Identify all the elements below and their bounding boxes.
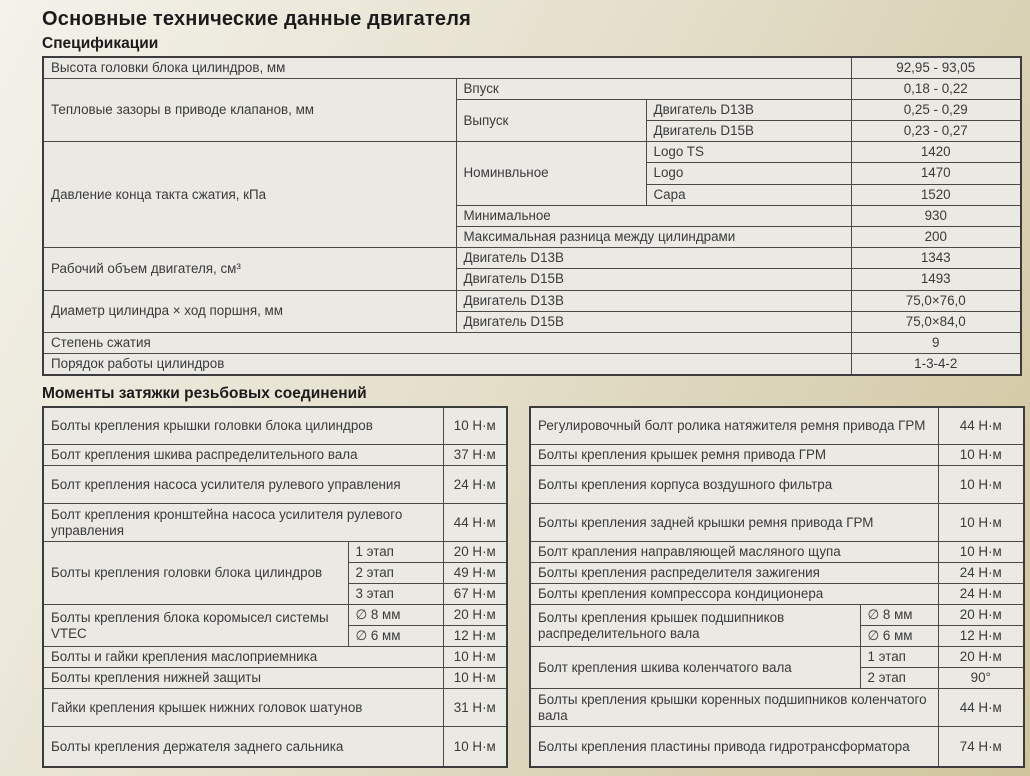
spec-valve-exhaust-d15b-value: 0,23 - 0,27 xyxy=(851,121,1021,142)
spec-firing-order-label: Порядок работы цилиндров xyxy=(43,354,851,375)
torque-stage-cell: 1 этап xyxy=(860,647,938,668)
spec-compression-capa-value: 1520 xyxy=(851,184,1021,205)
spec-displacement-d13b-value: 1343 xyxy=(851,248,1021,269)
torque-label-cell: Болт крепления шкива распределительного вала xyxy=(43,445,443,466)
spec-compression-nominal-label: Номинвльное xyxy=(456,142,646,206)
torque-stage-cell: 3 этап xyxy=(348,584,443,605)
spec-heading: Спецификации xyxy=(42,35,159,52)
torque-label-cell: Болты крепления крышек подшипников распределительного вала xyxy=(530,605,860,647)
torque-value-cell: 44 Н·м xyxy=(938,407,1024,445)
spec-firing-order-value: 1-3-4-2 xyxy=(851,354,1021,375)
torque-value-cell: 24 Н·м xyxy=(443,466,507,504)
spec-compression-logo-label: Logo xyxy=(646,163,851,184)
table-row xyxy=(530,584,1024,605)
torque-value-cell: 10 Н·м xyxy=(938,504,1024,542)
spec-compression-maxdiff-label: Максимальная разница между цилиндрами xyxy=(456,227,851,248)
spec-borestroke-d15b-value: 75,0×84,0 xyxy=(851,311,1021,332)
table-row xyxy=(530,647,1024,668)
spec-compression-logots-label: Logo TS xyxy=(646,142,851,163)
table-row xyxy=(43,354,1021,375)
torque-stage-cell: 1 этап xyxy=(348,542,443,563)
torque-value-cell: 12 Н·м xyxy=(938,626,1024,647)
torque-label-cell: Болты крепления распределителя зажигения xyxy=(530,563,938,584)
spec-ratio-label: Степень сжатия xyxy=(43,332,851,353)
table-row xyxy=(530,605,1024,626)
spec-ratio-value: 9 xyxy=(851,332,1021,353)
torque-value-cell: 10 Н·м xyxy=(938,445,1024,466)
torque-label-cell: Болты крепления держателя заднего сальника xyxy=(43,727,443,767)
torque-value-cell: 10 Н·м xyxy=(443,647,507,668)
spec-compression-logo-value: 1470 xyxy=(851,163,1021,184)
table-row xyxy=(530,689,1024,727)
table-row xyxy=(43,504,507,542)
torque-label-cell: Болты крепления пластины привода гидротрансформатора xyxy=(530,727,938,767)
table-row xyxy=(530,466,1024,504)
spec-head-height-value: 92,95 - 93,05 xyxy=(851,57,1021,78)
torque-left-table xyxy=(42,406,508,768)
torque-value-cell: 49 Н·м xyxy=(443,563,507,584)
spec-borestroke-label: Диаметр цилиндра × ход поршня, мм xyxy=(43,290,456,332)
torque-value-cell: 10 Н·м xyxy=(938,542,1024,563)
spec-valve-exhaust-label: Выпуск xyxy=(456,99,646,141)
spec-borestroke-d15b-label: Двигатель D15B xyxy=(456,311,851,332)
table-row xyxy=(43,542,507,563)
torque-value-cell: 24 Н·м xyxy=(938,584,1024,605)
spec-borestroke-d13b-label: Двигатель D13B xyxy=(456,290,851,311)
torque-value-cell: 10 Н·м xyxy=(938,466,1024,504)
torque-label-cell: Регулировочный болт ролика натяжителя ремня привода ГРМ xyxy=(530,407,938,445)
table-row xyxy=(43,332,1021,353)
torque-stage-cell: ∅ 6 мм xyxy=(860,626,938,647)
spec-valve-exhaust-d13b-value: 0,25 - 0,29 xyxy=(851,99,1021,120)
table-row xyxy=(43,689,507,727)
spec-compression-minimal-label: Минимальное xyxy=(456,205,851,226)
spec-head-height-label: Высота головки блока цилиндров, мм xyxy=(43,57,851,78)
table-row xyxy=(43,57,1021,78)
table-row xyxy=(530,727,1024,767)
torque-heading: Моменты затяжки резьбовых соединений xyxy=(42,384,367,402)
torque-value-cell: 10 Н·м xyxy=(443,727,507,767)
table-row xyxy=(43,727,507,767)
torque-value-cell: 24 Н·м xyxy=(938,563,1024,584)
spec-table xyxy=(42,56,1022,376)
table-row xyxy=(43,466,507,504)
torque-label-cell: Болт крапления направляющей масляного щупа xyxy=(530,542,938,563)
torque-value-cell: 74 Н·м xyxy=(938,727,1024,767)
table-row xyxy=(43,142,1021,163)
table-row xyxy=(43,78,1021,99)
torque-value-cell: 90° xyxy=(938,668,1024,689)
torque-stage-cell: ∅ 8 мм xyxy=(860,605,938,626)
torque-value-cell: 20 Н·м xyxy=(443,605,507,626)
torque-label-cell: Болты крепления нижней защиты xyxy=(43,668,443,689)
table-row xyxy=(43,668,507,689)
table-row xyxy=(43,407,507,445)
spec-displacement-d15b-value: 1493 xyxy=(851,269,1021,290)
torque-right-table xyxy=(529,406,1025,768)
torque-value-cell: 10 Н·м xyxy=(443,668,507,689)
torque-label-cell: Болт крепления шкива коленчатого вала xyxy=(530,647,860,689)
table-row xyxy=(530,563,1024,584)
torque-value-cell: 31 Н·м xyxy=(443,689,507,727)
torque-value-cell: 44 Н·м xyxy=(938,689,1024,727)
torque-label-cell: Болты крепления компрессора кондиционера xyxy=(530,584,938,605)
torque-label-cell: Болт крепления кронштейна насоса усилителя рулевого управления xyxy=(43,504,443,542)
torque-label-cell: Болты крепления крышек ремня привода ГРМ xyxy=(530,445,938,466)
torque-label-cell: Болты крепления крышки головки блока цилиндров xyxy=(43,407,443,445)
table-row xyxy=(43,605,507,626)
spec-borestroke-d13b-value: 75,0×76,0 xyxy=(851,290,1021,311)
torque-value-cell: 67 Н·м xyxy=(443,584,507,605)
torque-label-cell: Гайки крепления крышек нижних головок шатунов xyxy=(43,689,443,727)
spec-valve-intake-label: Впуск xyxy=(456,78,851,99)
torque-value-cell: 12 Н·м xyxy=(443,626,507,647)
spec-valve-intake-value: 0,18 - 0,22 xyxy=(851,78,1021,99)
torque-label-cell: Болты крепления задней крышки ремня привода ГРМ xyxy=(530,504,938,542)
table-row xyxy=(43,647,507,668)
torque-stage-cell: ∅ 6 мм xyxy=(348,626,443,647)
spec-compression-capa-label: Capa xyxy=(646,184,851,205)
torque-value-cell: 20 Н·м xyxy=(938,647,1024,668)
spec-valve-label: Тепловые зазоры в приводе клапанов, мм xyxy=(43,78,456,142)
torque-label-cell: Болты крепления корпуса воздушного фильтра xyxy=(530,466,938,504)
torque-label-cell: Болты крепления блока коромысел системы VTEC xyxy=(43,605,348,647)
torque-label-cell: Болты крепления головки блока цилиндров xyxy=(43,542,348,605)
spec-compression-logots-value: 1420 xyxy=(851,142,1021,163)
torque-label-cell: Болты и гайки крепления маслоприемника xyxy=(43,647,443,668)
spec-compression-label: Давление конца такта сжатия, кПа xyxy=(43,142,456,248)
table-row xyxy=(43,445,507,466)
torque-stage-cell: ∅ 8 мм xyxy=(348,605,443,626)
torque-stage-cell: 2 этап xyxy=(860,668,938,689)
torque-value-cell: 20 Н·м xyxy=(443,542,507,563)
table-row xyxy=(43,290,1021,311)
spec-compression-maxdiff-value: 200 xyxy=(851,227,1021,248)
page-title: Основные технические данные двигателя xyxy=(42,8,472,30)
torque-label-cell: Болты крепления крышки коренных подшипников коленчатого вала xyxy=(530,689,938,727)
torque-stage-cell: 2 этап xyxy=(348,563,443,584)
spec-displacement-d13b-label: Двигатель D13B xyxy=(456,248,851,269)
spec-displacement-label: Рабочий объем двигателя, см³ xyxy=(43,248,456,290)
torque-value-cell: 20 Н·м xyxy=(938,605,1024,626)
spec-displacement-d15b-label: Двигатель D15B xyxy=(456,269,851,290)
spec-valve-exhaust-d13b-label: Двигатель D13B xyxy=(646,99,851,120)
torque-value-cell: 10 Н·м xyxy=(443,407,507,445)
torque-value-cell: 37 Н·м xyxy=(443,445,507,466)
torque-value-cell: 44 Н·м xyxy=(443,504,507,542)
table-row xyxy=(43,248,1021,269)
table-row xyxy=(530,407,1024,445)
torque-tables xyxy=(42,406,1020,768)
table-row xyxy=(530,445,1024,466)
torque-label-cell: Болт крепления насоса усилителя рулевого управления xyxy=(43,466,443,504)
spec-compression-minimal-value: 930 xyxy=(851,205,1021,226)
table-row xyxy=(530,504,1024,542)
spec-valve-exhaust-d15b-label: Двигатель D15B xyxy=(646,121,851,142)
table-row xyxy=(530,542,1024,563)
